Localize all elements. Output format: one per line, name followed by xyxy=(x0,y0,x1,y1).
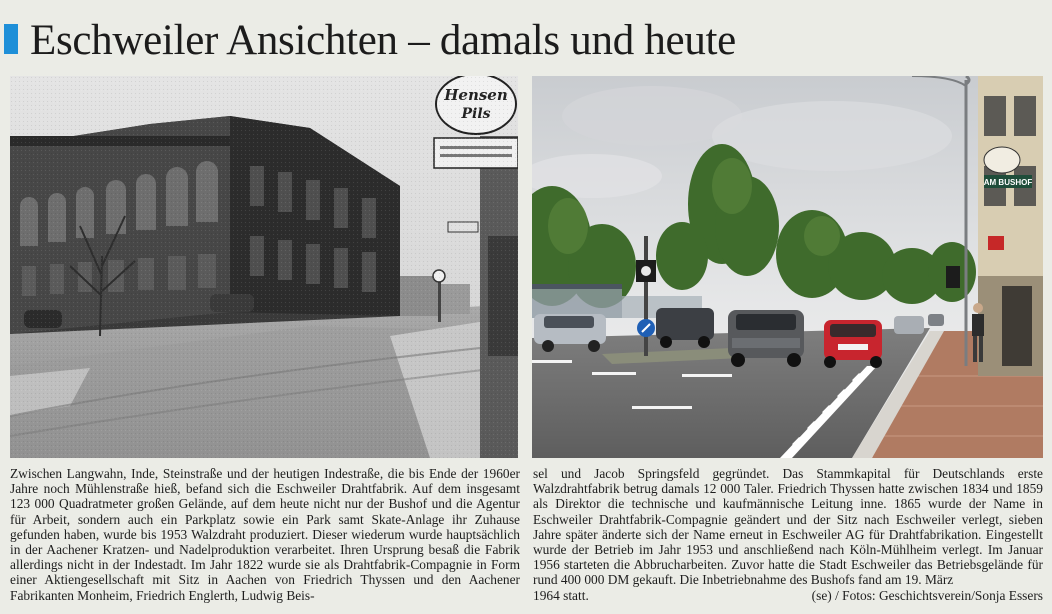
article-header xyxy=(0,14,1052,68)
historic-photo-drawing xyxy=(10,76,518,458)
headline: Eschweiler Ansichten – damals und heute xyxy=(30,17,736,64)
historic-photo xyxy=(10,76,518,458)
article-column-2-text: sel und Jacob Springsfeld gegründet. Das Stammkapital für Deutschlands erste Walzdrahtfabrik betrug damals 12 000 Taler. Friedrich Thyssen hatte zwischen 1834 und 1859 als Direktor die technische und kaufmännische Leitung inne. 1865 wurde der Name in Eschweiler Drahtfabrik-Compagnie geändert und der Sitz nach Eschweiler verlegt, sieben Jahre später änderte sich der Name erneut in Eschweiler AG für Drahtfabrikation. Eingestellt wurde der Betrieb im Jahr 1953 und anschließend nach Köln-Mühlheim verlegt. Im Januar 1956 starteten die Abbrucharbeiten. Zuvor hatte die Stadt Eschweiler das Betriebsgelände für rund 400 000 DM gekauft. Die Inbetriebnahme des Bushofs fand am 19. März xyxy=(533,466,1043,588)
accent-bar xyxy=(4,24,18,54)
modern-photo-drawing xyxy=(532,76,1043,458)
article-column-2-end: 1964 statt. xyxy=(533,587,589,603)
modern-photo xyxy=(532,76,1043,458)
street-sign-text: AM BUSHOF xyxy=(983,178,1033,187)
article-column-1: Zwischen Langwahn, Inde, Steinstraße und der heutigen Indestraße, die bis Ende der 1960er Jahre noch Mühlenstraße hieß, befand sich die Eschweiler Drahtfabrik. Auf dem insgesamt 123 000 Quadratmeter großen Gelände, auf dem heute nicht nur der Bushof und die Agentur für Arbeit, sondern auch ein Parkplatz sowie ein Park samt Skate-Anlage ihr Zuhause gefunden haben, wurde bis 1953 Walzdraht produziert. Dieser wiederum wurde hauptsächlich in der Aachener Kratzen- und Nadelproduktion verarbeitet. Ihren Ursprung besaß die Fabrik allerdings nicht in der Indestadt. Im Jahr 1822 wurde sie als Drahtfabrik-Compagnie in Form einer Aktiengesellschaft mit Sitz in Aachen von Friedrich Thyssen und den Aachener Fabrikanten Monheim, Friedrich Englerth, Ludwig Beis- xyxy=(10,466,520,603)
article-column-2 xyxy=(533,466,1043,603)
photo-credit: (se) / Fotos: Geschichtsverein/Sonja Essers xyxy=(811,587,1043,603)
article-last-line xyxy=(533,588,1043,603)
